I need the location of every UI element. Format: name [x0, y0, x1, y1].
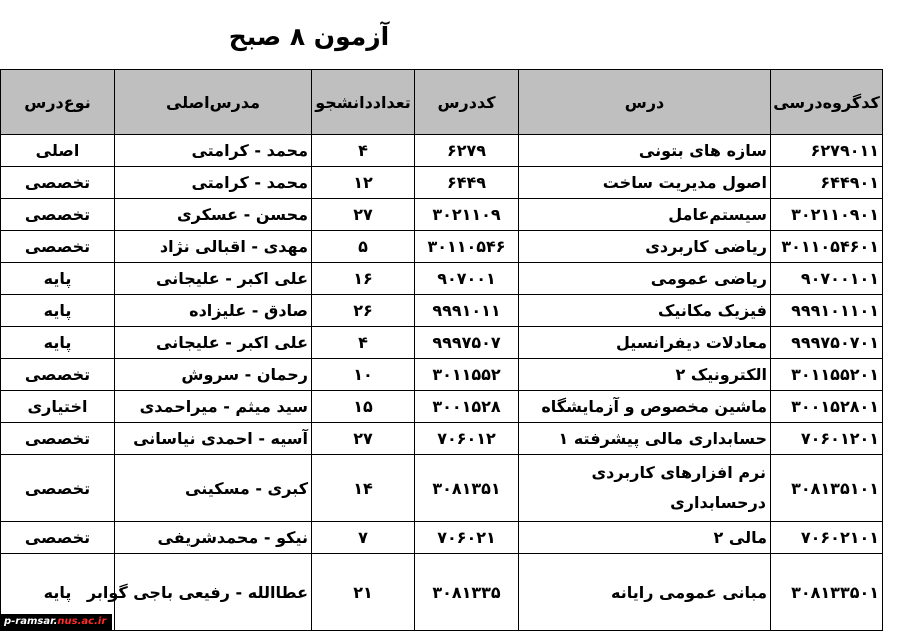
- cell-course-type: تخصصی: [1, 167, 115, 199]
- table-row: [1, 359, 883, 391]
- cell-course-code: ۹۹۹۱۰۱۱: [415, 295, 519, 327]
- cell-teacher: صادق - علیزاده: [115, 295, 312, 327]
- cell-course: مبانی عمومی رایانه: [519, 554, 771, 631]
- cell-group-code: ۹۹۹۱۰۱۱۰۱: [771, 295, 883, 327]
- table-row: [1, 199, 883, 231]
- table-row: [1, 423, 883, 455]
- cell-teacher: کبری - مسکینی: [115, 455, 312, 522]
- cell-course-type: پایه: [1, 327, 115, 359]
- cell-course-code: ۹۹۹۷۵۰۷: [415, 327, 519, 359]
- cell-course: ریاضی کاربردی: [519, 231, 771, 263]
- header-student-count: تعداددانشجو: [312, 70, 415, 135]
- cell-course: اصول مدیریت ساخت: [519, 167, 771, 199]
- cell-course-code: ۳۰۱۱۰۵۴۶: [415, 231, 519, 263]
- table-row: [1, 455, 883, 522]
- cell-course-type: اصلی: [1, 135, 115, 167]
- cell-course-code: ۷۰۶۰۱۲: [415, 423, 519, 455]
- table-row: [1, 327, 883, 359]
- cell-course-code: ۶۲۷۹: [415, 135, 519, 167]
- cell-course-code: ۶۴۴۹: [415, 167, 519, 199]
- cell-teacher: آسیه - احمدی نیاسانی: [115, 423, 312, 455]
- header-group-code: کدگروه‌درسی: [771, 70, 883, 135]
- cell-course-type: تخصصی: [1, 455, 115, 522]
- cell-teacher: نیکو - محمدشریفی: [115, 522, 312, 554]
- cell-course-type: پایه: [1, 295, 115, 327]
- page-title: آزمون ۸ صبح: [228, 22, 390, 51]
- cell-course: ماشین مخصوص و آزمایشگاه: [519, 391, 771, 423]
- header-course-code: کددرس: [415, 70, 519, 135]
- cell-teacher: علی اکبر - علیجانی: [115, 263, 312, 295]
- cell-course-type: پایه: [1, 554, 115, 631]
- table-row: [1, 231, 883, 263]
- cell-course-code: ۳۰۰۱۵۲۸: [415, 391, 519, 423]
- cell-course-code: ۳۰۸۱۳۵۱: [415, 455, 519, 522]
- cell-course: فیزیک مکانیک: [519, 295, 771, 327]
- cell-course-type: تخصصی: [1, 522, 115, 554]
- cell-course: سازه های بتونی: [519, 135, 771, 167]
- cell-group-code: ۹۰۷۰۰۱۰۱: [771, 263, 883, 295]
- watermark-prefix: p-ramsar.: [4, 616, 58, 627]
- cell-teacher: رحمان - سروش: [115, 359, 312, 391]
- cell-course-type: تخصصی: [1, 359, 115, 391]
- cell-course-code: ۳۰۱۱۵۵۲: [415, 359, 519, 391]
- cell-teacher: محمد - کرامتی: [115, 135, 312, 167]
- cell-course-type: تخصصی: [1, 231, 115, 263]
- cell-student-count: ۷: [312, 522, 415, 554]
- cell-course-code: ۹۰۷۰۰۱: [415, 263, 519, 295]
- cell-student-count: ۲۶: [312, 295, 415, 327]
- cell-course-type: تخصصی: [1, 423, 115, 455]
- cell-course: مالی ۲: [519, 522, 771, 554]
- cell-course-type: اختیاری: [1, 391, 115, 423]
- table-row: [1, 295, 883, 327]
- cell-course: سیستم‌عامل: [519, 199, 771, 231]
- cell-student-count: ۱۴: [312, 455, 415, 522]
- cell-student-count: ۲۱: [312, 554, 415, 631]
- cell-group-code: ۶۴۴۹۰۱: [771, 167, 883, 199]
- cell-course: معادلات دیفرانسیل: [519, 327, 771, 359]
- cell-course-code: ۳۰۲۱۱۰۹: [415, 199, 519, 231]
- cell-teacher: علی اکبر - علیجانی: [115, 327, 312, 359]
- table-row: [1, 554, 883, 631]
- cell-course: حسابداری مالی پیشرفته ۱: [519, 423, 771, 455]
- cell-group-code: ۷۰۶۰۱۲۰۱: [771, 423, 883, 455]
- table-row: [1, 135, 883, 167]
- cell-group-code: ۹۹۹۷۵۰۷۰۱: [771, 327, 883, 359]
- cell-group-code: ۷۰۶۰۲۱۰۱: [771, 522, 883, 554]
- cell-student-count: ۴: [312, 135, 415, 167]
- table-row: [1, 167, 883, 199]
- cell-student-count: ۱۰: [312, 359, 415, 391]
- cell-group-code: ۶۲۷۹۰۱۱: [771, 135, 883, 167]
- table-header-row: [1, 70, 883, 135]
- cell-group-code: ۳۰۸۱۳۳۵۰۱: [771, 554, 883, 631]
- header-teacher: مدرس‌اصلی: [115, 70, 312, 135]
- table-row: [1, 263, 883, 295]
- table-row: [1, 391, 883, 423]
- cell-course-code: ۷۰۶۰۲۱: [415, 522, 519, 554]
- cell-student-count: ۵: [312, 231, 415, 263]
- header-course: درس: [519, 70, 771, 135]
- cell-course-type: تخصصی: [1, 199, 115, 231]
- cell-teacher: مهدی - اقبالی نژاد: [115, 231, 312, 263]
- cell-group-code: ۳۰۸۱۳۵۱۰۱: [771, 455, 883, 522]
- cell-group-code: ۳۰۰۱۵۲۸۰۱: [771, 391, 883, 423]
- cell-teacher: سید میثم - میراحمدی: [115, 391, 312, 423]
- cell-group-code: ۳۰۱۱۵۵۲۰۱: [771, 359, 883, 391]
- cell-course-code: ۳۰۸۱۳۳۵: [415, 554, 519, 631]
- cell-student-count: ۴: [312, 327, 415, 359]
- cell-group-code: ۳۰۲۱۱۰۹۰۱: [771, 199, 883, 231]
- cell-course: نرم افزارهای کاربردی درحسابداری: [519, 455, 771, 522]
- cell-teacher: محسن - عسکری: [115, 199, 312, 231]
- site-watermark: [0, 614, 112, 630]
- header-course-type: نوع‌درس: [1, 70, 115, 135]
- cell-course: الکترونیک ۲: [519, 359, 771, 391]
- cell-teacher: محمد - کرامتی: [115, 167, 312, 199]
- cell-student-count: ۱۵: [312, 391, 415, 423]
- watermark-domain: nus.ac.ir: [57, 616, 107, 627]
- cell-student-count: ۱۶: [312, 263, 415, 295]
- cell-course-type: پایه: [1, 263, 115, 295]
- cell-group-code: ۳۰۱۱۰۵۴۶۰۱: [771, 231, 883, 263]
- cell-student-count: ۱۲: [312, 167, 415, 199]
- cell-student-count: ۲۷: [312, 423, 415, 455]
- table-row: [1, 522, 883, 554]
- cell-teacher: عطاالله - رفیعی باجی گوابر: [115, 554, 312, 631]
- cell-course: ریاضی عمومی: [519, 263, 771, 295]
- exam-schedule-table: [0, 69, 883, 631]
- cell-student-count: ۲۷: [312, 199, 415, 231]
